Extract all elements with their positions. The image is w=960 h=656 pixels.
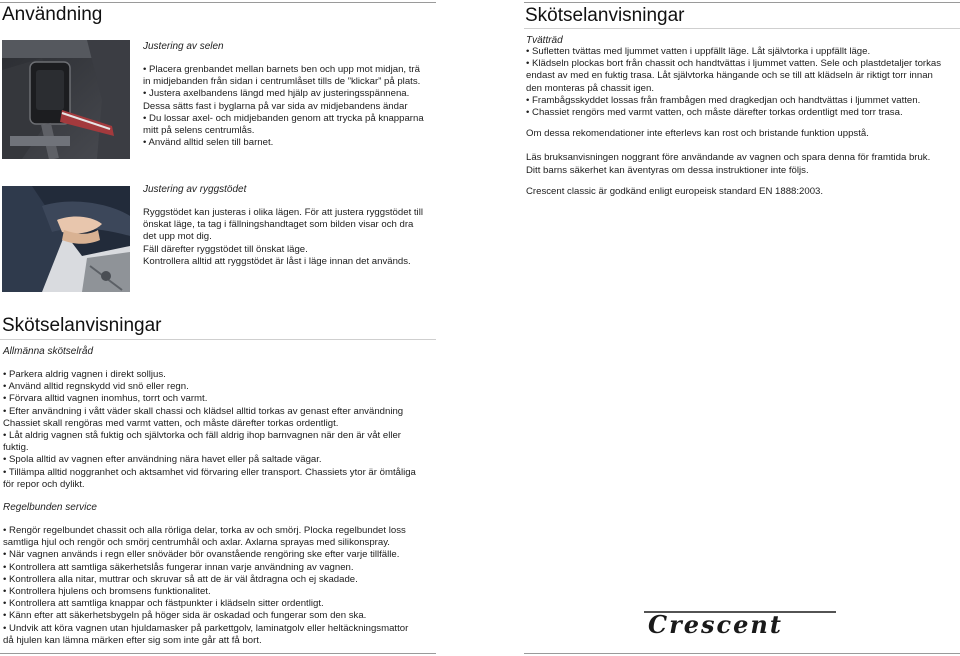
line: • Använd alltid regnskydd vid snö eller regn. <box>3 381 189 393</box>
line: • När vagnen används i regn eller snöväder bör ovanstående rengöring ske efter varje tillfälle. <box>3 549 400 561</box>
heading-justering-ryggstodet: Justering av ryggstödet <box>143 184 247 195</box>
line: in midjebanden från sidan i centrumlåset tills de ”klickar” på plats. <box>143 76 421 88</box>
page-title-skotsel-bottom: Skötselanvisningar <box>2 315 162 336</box>
line: Fäll därefter ryggstödet till önskat läge. <box>143 243 308 255</box>
page-title-skotsel-right: Skötselanvisningar <box>525 5 685 26</box>
text-tvattrad <box>526 46 958 198</box>
heading-tvattrad: Tvätträd <box>526 35 563 46</box>
line: samtliga hjul och rengör och smörj centrumhål och axlar. Axlarna sprayas med silikonspray. <box>3 537 390 549</box>
line: Dessa sätts fast i byglarna på var sida av midjebandens ändar <box>143 100 408 112</box>
line: • Tillämpa alltid noggranhet och aktsamhet vid förvaring eller transport. Chassiets ytor är ömtåliga <box>3 466 416 478</box>
line: Kontrollera alltid att ryggstödet är låst i läge innan det används. <box>143 255 411 267</box>
bottom-rule-left <box>0 653 436 654</box>
line: Läs bruksanvisningen noggrant före användande av vagnen och spara denna för framtida bruk. <box>526 152 931 164</box>
page-title-anvandning: Användning <box>2 4 103 25</box>
line: • Undvik att köra vagnen utan hjuldamasker på parkettgolv, laminatgolv eller heltäckningsmattor <box>3 622 409 634</box>
line: • Chassiet rengörs med varmt vatten, och måste därefter torkas ordentligt med torr trasa. <box>526 107 903 119</box>
line: • Kontrollera att samtliga säkerhetslås fungerar innan varje användning av vagnen. <box>3 561 354 573</box>
line: endast av med en fuktig trasa. Låt självtorka hängande och se till att klädseln är riktigt torr innan <box>526 70 933 82</box>
line: då hjulen kan lämna märken efter sig som inte går att få bort. <box>3 634 262 646</box>
line: • Justera axelbandens längd med hjälp av justeringsspännena. <box>143 88 410 100</box>
heading-regelbunden: Regelbunden service <box>3 502 97 513</box>
line: önskat läge, ta tag i fällningshandtaget som bilden visar och dra <box>143 219 414 231</box>
text-allmanna <box>3 369 443 491</box>
line: • Parkera aldrig vagnen i direkt solljus. <box>3 369 166 380</box>
line: Chassiet skall rengöras med varmt vatten, och måste därefter torkas ordentligt. <box>3 417 339 429</box>
text-justering-ryggstodet <box>143 207 443 268</box>
text-regelbunden <box>3 525 443 647</box>
line: Om dessa rekomendationer inte efterlevs kan rost och bristande funktion uppstå. <box>526 128 869 140</box>
line: för repor och dylikt. <box>3 478 85 490</box>
line: fuktig. <box>3 442 29 454</box>
line: Ryggstödet kan justeras i olika lägen. För att justera ryggstödet till <box>143 207 423 218</box>
line: • Kontrollera hjulens och bromsens funktionalitet. <box>3 586 211 598</box>
line: • Kontrollera att samtliga knappar och fästpunkter i klädseln sitter ordentligt. <box>3 598 324 610</box>
line: • Efter användning i vått väder skall chassi och klädsel alltid torkas av genast efter användning <box>3 405 404 417</box>
line: det upp mot dig. <box>143 231 212 243</box>
line: Ditt barns säkerhet kan äventyras om dessa instruktioner inte följs. <box>526 164 809 176</box>
line: • Du lossar axel- och midjebanden genom att trycka på knapparna <box>143 112 424 124</box>
bottom-rule-right <box>524 653 960 654</box>
line: • Spola alltid av vagnen efter användning nära havet eller på saltade vägar. <box>3 454 322 466</box>
line: • Rengör regelbundet chassit och alla rörliga delar, torka av och smörj. Plocka regelbundet loss <box>3 525 406 536</box>
logo-text: Crescent <box>648 610 783 638</box>
crescent-logo <box>640 608 840 638</box>
backrest-photo <box>2 186 130 292</box>
heading-justering-selen: Justering av selen <box>143 41 224 52</box>
heading-allmanna: Allmänna skötselråd <box>3 346 94 357</box>
line: • Förvara alltid vagnen inomhus, torrt och varmt. <box>3 393 208 405</box>
line: • Använd alltid selen till barnet. <box>143 137 274 149</box>
harness-photo <box>2 40 130 159</box>
line: • Låt aldrig vagnen stå fuktig och självtorka och fäll aldrig ihop barnvagnen när den är våt eller <box>3 430 402 442</box>
line: • Kontrollera alla nitar, muttrar och skruvar så att de är väl åtdragna och ej skadade. <box>3 573 358 585</box>
line: • Klädseln plockas bort från chassit och handtvättas i ljummet vatten. Sele och plastdetaljer torkas <box>526 58 942 70</box>
line: den monteras på chassit igen. <box>526 82 654 94</box>
line: • Sufletten tvättas med ljummet vatten i uppfällt läge. Låt självtorka i uppfällt läge. <box>526 46 871 57</box>
line: • Placera grenbandet mellan barnets ben och upp mot midjan, trä <box>143 64 420 75</box>
line: • Känn efter att säkerhetsbygeln på höger sida är oskadad och fungerar som den ska. <box>3 610 367 622</box>
top-rule-left <box>0 2 436 3</box>
title-underline-bottom <box>0 339 436 340</box>
text-justering-selen <box>143 64 443 149</box>
top-rule-right <box>524 2 960 3</box>
line: Crescent classic är godkänd enligt europeisk standard EN 1888:2003. <box>526 185 824 197</box>
line: mitt på selens centrumlås. <box>143 125 255 137</box>
title-underline-right <box>524 28 960 29</box>
line: • Frambågsskyddet lossas från frambågen med dragkedjan och handtvättas i ljummet vatten. <box>526 94 921 106</box>
